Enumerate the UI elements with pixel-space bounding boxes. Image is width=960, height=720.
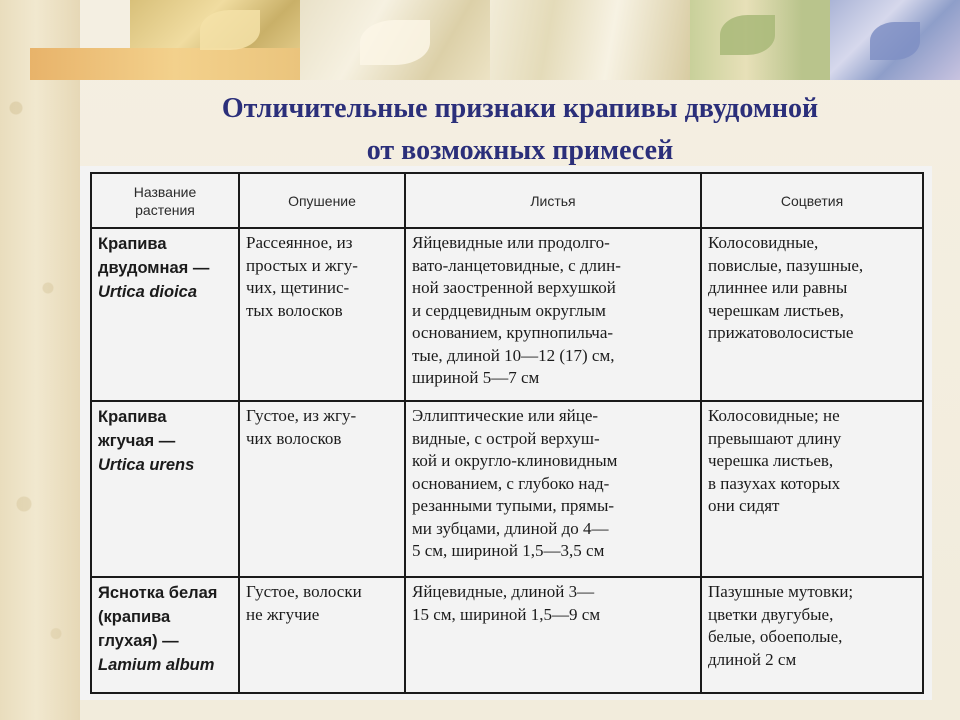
plant-name-cell: Крапива двудомная — Urtica dioica (91, 228, 239, 401)
table-row (91, 577, 923, 693)
leaves-cell: Эллиптические или яйце- видные, с острой верхуш- кой и округло-клиновидным основанием, с глубоко над- резанными тупыми, прямы- ми зубцами, длиной до 4— 5 см, шириной 1,5—3,5 см (405, 401, 701, 577)
pubescence-cell: Рассеянное, из простых и жгу- чих, щетинис- тых волосков (239, 228, 405, 401)
header-inflorescence: Соцветия (701, 173, 923, 228)
pubescence-cell: Густое, волоски не жгучие (239, 577, 405, 693)
inflorescence-cell: Колосовидные, повислые, пазушные, длиннее или равны черешкам листьев, прижатоволосистые (701, 228, 923, 401)
comparison-table (90, 172, 924, 694)
header-pubescence: Опушение (239, 173, 405, 228)
pubescence-cell: Густое, из жгу- чих волосков (239, 401, 405, 577)
header-plant-name: Название растения (91, 173, 239, 228)
slide-title (100, 88, 940, 172)
title-line-2: от возможных примесей (366, 135, 674, 166)
inflorescence-cell: Колосовидные; не превышают длину черешка листьев, в пазухах которых они сидят (701, 401, 923, 577)
decorative-banner (0, 0, 960, 80)
title-line-1: Отличительные признаки крапивы двудомной (221, 93, 819, 124)
background-parchment-strip (0, 0, 80, 720)
latin-name: Urtica dioica (98, 283, 198, 301)
leaves-cell: Яйцевидные или продолго- вато-ланцетовидные, с длин- ной заостренной верхушкой и сердцевидным округлым основанием, крупнопильча- тые, длиной 10—12 (17) см, шириной 5—7 см (405, 228, 701, 401)
table-row (91, 401, 923, 577)
plant-name-cell: Яснотка белая (крапива глухая) — Lamium album (91, 577, 239, 693)
leaves-cell: Яйцевидные, длиной 3— 15 см, шириной 1,5—9 см (405, 577, 701, 693)
plant-name-cell: Крапива жгучая — Urtica urens (91, 401, 239, 577)
table-container (80, 166, 932, 700)
inflorescence-cell: Пазушные мутовки; цветки двугубые, белые, обоеполые, длиной 2 см (701, 577, 923, 693)
header-leaves: Листья (405, 173, 701, 228)
table-row (91, 228, 923, 401)
latin-name: Lamium album (98, 656, 215, 674)
latin-name: Urtica urens (98, 456, 195, 474)
table-header-row (91, 173, 923, 228)
